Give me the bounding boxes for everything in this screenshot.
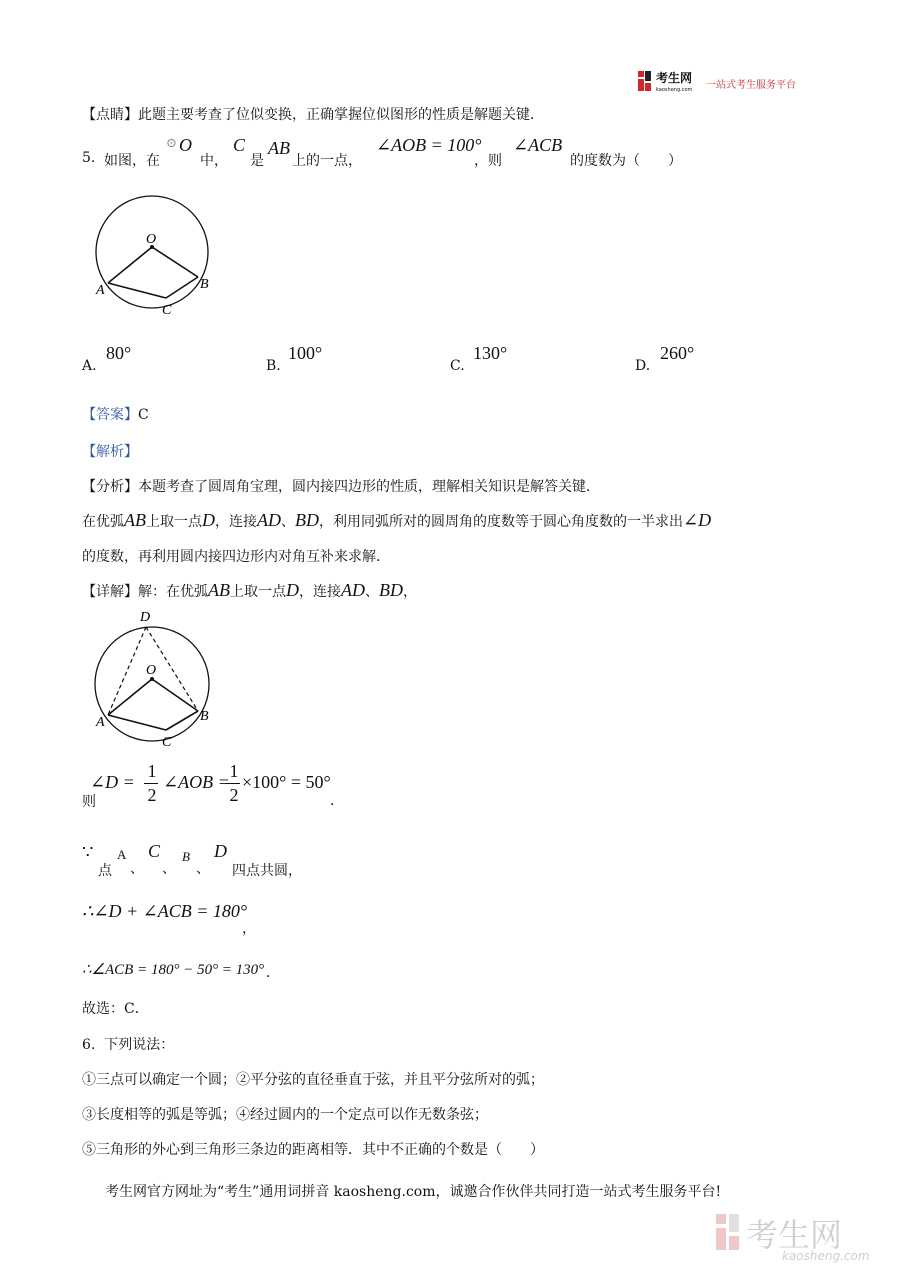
fenxi-l2-text-c: ，连接: [215, 514, 257, 530]
fenxi-angle-D: ∠D: [683, 510, 712, 530]
watermark-cn: 考生网: [746, 1216, 843, 1254]
xiangjie-tag: 【详解】: [82, 584, 138, 600]
q5-circle-figure: [88, 190, 218, 320]
dun-3: 、: [196, 861, 210, 877]
fenxi-tag: 【分析】: [82, 479, 138, 495]
step-choose: 故选：C．: [82, 1001, 149, 1017]
q5-number: 5.: [82, 150, 96, 166]
option-c-value: 130°: [473, 343, 508, 363]
fenxi-AD: AD: [257, 510, 281, 530]
step-dian: 点: [98, 863, 112, 879]
segment-OA: [108, 247, 152, 283]
kaosheng-logo-icon: [636, 68, 816, 96]
point-C: C: [148, 841, 161, 861]
circle-shape: [96, 196, 208, 308]
point-B: B: [182, 849, 190, 864]
because-symbol: ∵: [82, 842, 94, 862]
answer-line: [82, 404, 149, 424]
circle-symbol: ⊙: [166, 136, 177, 151]
xiangjie-text-c: ，连接: [299, 584, 341, 600]
label-O-2: O: [146, 663, 157, 678]
segment-CB-2: [166, 711, 198, 730]
xiangjie-text-b: 上取一点: [230, 584, 286, 600]
dun-1: 、: [130, 861, 144, 877]
step-comma: ，: [242, 921, 256, 937]
point-A: A: [117, 847, 127, 862]
fenxi-line-2: [82, 510, 711, 531]
solution-circle-figure: [88, 606, 218, 756]
q5-AB: AB: [268, 138, 290, 158]
q6-title: 下列说法：: [104, 1037, 175, 1053]
q5-text-3: 是: [250, 153, 264, 169]
fenxi-l2-text-d: ，利用同弧所对的圆周角的度数等于圆心角度数的一半求出: [319, 514, 683, 530]
circle-shape-2: [95, 627, 209, 741]
segment-AD: [108, 627, 146, 715]
frac2-den: 2: [229, 785, 239, 805]
xiangjie-AB: AB: [208, 580, 230, 600]
step-ze: 则: [82, 794, 96, 810]
dianjing-line: [82, 104, 544, 124]
option-d-value: 260°: [660, 343, 695, 363]
option-d-letter: D.: [635, 358, 651, 374]
fenxi-D: D: [202, 510, 215, 530]
step-therefore-1: ∴∠D + ∠ACB = 180°: [82, 901, 248, 921]
segment-OA-2: [108, 679, 152, 715]
q6-title-line: [82, 1034, 174, 1054]
segment-AC-2: [108, 715, 166, 730]
q5-angle-aob: ∠AOB = 100°: [376, 135, 482, 155]
answer-tag: 【答案】: [82, 407, 138, 423]
option-a-value: 80°: [106, 343, 132, 363]
dianjing-text: 此题主要考查了位似变换，正确掌握位似图形的性质是解题关键．: [138, 107, 544, 123]
q5-text-1: 如图，在: [104, 153, 160, 169]
option-b-letter: B.: [266, 358, 281, 374]
step-eq-right: ×100° = 50°: [242, 772, 331, 792]
jiexi-tag: 【解析】: [82, 444, 138, 460]
xiangjie-sep: 、: [365, 584, 379, 600]
label-D: D: [140, 610, 151, 625]
watermark-logo: [712, 1208, 892, 1268]
label-O: O: [146, 232, 157, 247]
fenxi-text: 本题考查了圆周角宝理，圆内接四边形的性质，理解相关知识是解答关键．: [138, 479, 600, 495]
frac1-den: 2: [147, 785, 157, 805]
step-eq-left: ∠D =: [90, 772, 135, 792]
step-therefore-2: ∴∠ACB = 180° − 50° = 130°: [82, 962, 265, 978]
q5-O: O: [179, 135, 192, 155]
segment-OB: [152, 247, 198, 277]
answer-value: C: [138, 407, 149, 423]
xiangjie-AD: AD: [341, 580, 365, 600]
footer-text: 考生网官方网址为“考生”通用词拼音 kaosheng.com，诚邀合作伙伴共同打造一站式考生服务平台!: [105, 1184, 722, 1200]
fenxi-line-3: 的度数，再利用圆内接四边形内对角互补来求解．: [82, 549, 390, 565]
step-gongyuan: 四点共圆，: [232, 863, 302, 879]
xiangjie-text-a: 解：在优弧: [138, 584, 208, 600]
fenxi-l2-text-a: 在优弧: [82, 514, 124, 530]
q5-text-6: 的度数为（ ）: [570, 153, 682, 169]
frac2-num: 1: [229, 761, 239, 781]
xiangjie-line: [82, 580, 417, 601]
option-c-letter: C.: [450, 358, 465, 374]
label-C-2: C: [162, 735, 172, 750]
option-b-value: 100°: [288, 343, 323, 363]
option-a-letter: A.: [82, 358, 97, 374]
label-C: C: [162, 303, 172, 318]
watermark-icon: [712, 1208, 892, 1268]
frac2-bar: [226, 783, 240, 784]
step-period: ．: [330, 793, 344, 809]
q6-line-1: ①三点可以确定一个圆；②平分弦的直径垂直于弦，并且平分弦所对的弧；: [82, 1072, 544, 1088]
label-A-2: A: [96, 715, 105, 730]
q5-text-5: ，则: [474, 153, 502, 169]
q5-angle-acb: ∠ACB: [513, 135, 563, 155]
q6-line-3: ⑤三角形的外心到三角形三条边的距离相等．其中不正确的个数是（ ）: [82, 1142, 544, 1158]
q5-text-4: 上的一点，: [292, 153, 362, 169]
xiangjie-BD: BD: [379, 580, 403, 600]
fenxi-l2-text-b: 上取一点: [146, 514, 202, 530]
q6-number: 6.: [82, 1037, 96, 1053]
dianjing-tag: 【点睛】: [82, 107, 138, 123]
segment-OB-2: [152, 679, 198, 711]
dun-2: 、: [162, 861, 176, 877]
segment-CB: [166, 277, 198, 298]
frac1-num: 1: [147, 761, 157, 781]
fenxi-sep: 、: [281, 514, 295, 530]
logo-cn-text: 考生网: [656, 71, 693, 85]
fenxi-AB: AB: [124, 510, 146, 530]
xiangjie-text-d: ，: [403, 584, 417, 600]
frac1-bar: [144, 783, 158, 784]
step-eq-mid: ∠AOB =: [163, 772, 230, 792]
watermark-en: kaosheng.com: [782, 1249, 870, 1263]
q6-line-2: ③长度相等的弧是等弧；④经过圆内的一个定点可以作无数条弦；: [82, 1107, 488, 1123]
step-period-2: ．: [266, 965, 280, 981]
header-logo: [636, 68, 816, 96]
fenxi-line-1: [82, 476, 600, 496]
point-D: D: [214, 841, 227, 861]
label-A: A: [96, 283, 105, 298]
q5-text-2: 中，: [200, 153, 228, 169]
logo-en-text: kaosheng.com: [656, 87, 693, 93]
q5-C: C: [233, 135, 246, 155]
xiangjie-D: D: [286, 580, 299, 600]
label-B-2: B: [200, 709, 209, 724]
label-B: B: [200, 277, 209, 292]
fenxi-BD: BD: [295, 510, 319, 530]
logo-slogan-text: 一站式考生服务平台: [706, 80, 796, 91]
